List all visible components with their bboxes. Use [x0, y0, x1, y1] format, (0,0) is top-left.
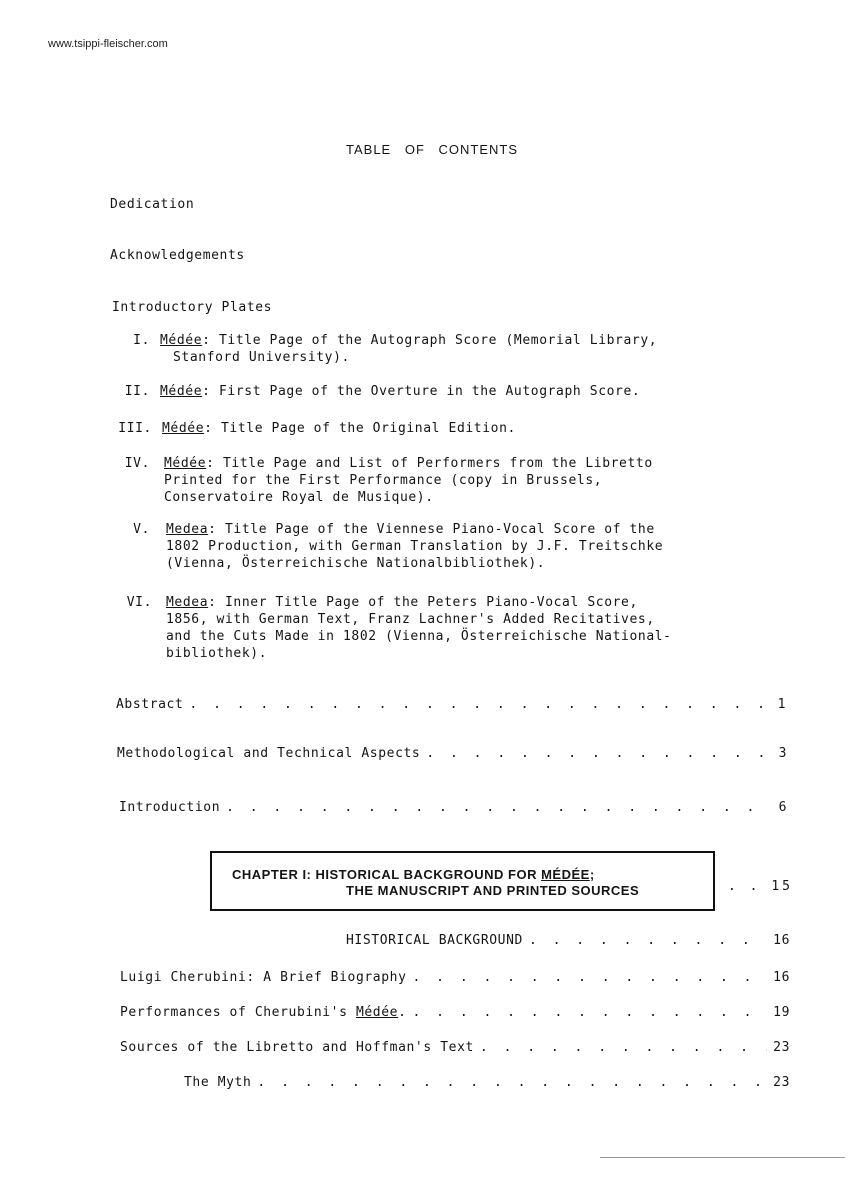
- page-title: TABLE OF CONTENTS: [346, 142, 518, 157]
- dot-leader: [257, 1075, 767, 1090]
- plate-number: V.: [133, 522, 150, 537]
- toc-page-number: 16: [773, 933, 790, 948]
- toc-label: Introduction: [119, 800, 221, 815]
- toc-label: HISTORICAL BACKGROUND: [346, 933, 523, 948]
- plate-text: Médée: Title Page of the Original Edition.: [162, 421, 516, 436]
- source-url: www.tsippi-fleischer.com: [48, 38, 168, 50]
- chapter-page-number: . . 15: [728, 879, 793, 894]
- plate-number: III.: [118, 421, 152, 436]
- plate-number: IV.: [124, 456, 150, 471]
- plate-text: Medea: Title Page of the Viennese Piano-Vocal Score of the: [166, 522, 655, 537]
- toc-label: Luigi Cherubini: A Brief Biography: [120, 970, 407, 985]
- plate-text: Médée: First Page of the Overture in the Autograph Score.: [160, 384, 641, 399]
- plate-text: bibliothek).: [166, 646, 268, 661]
- chapter-title-line: CHAPTER I: HISTORICAL BACKGROUND FOR MÉDÉE;: [232, 867, 595, 882]
- toc-page-number: 23: [773, 1075, 790, 1090]
- dot-leader: [413, 970, 768, 985]
- plate-text: 1802 Production, with German Translation by J.F. Treitschke: [166, 539, 664, 554]
- toc-entry-sources-libretto: [120, 1040, 790, 1055]
- toc-page-number: 3: [778, 746, 787, 761]
- plate-number: VI.: [126, 595, 152, 610]
- toc-entry-cherubini-biography: [120, 970, 790, 985]
- plate-text: Stanford University).: [173, 350, 350, 365]
- scan-edge-line: [600, 1157, 845, 1158]
- plate-number: II.: [124, 384, 150, 399]
- toc-entry-methodological: [117, 746, 787, 761]
- plate-text: Conservatoire Royal de Musique).: [164, 490, 434, 505]
- dot-leader: [426, 746, 765, 761]
- toc-label: The Myth: [184, 1075, 252, 1090]
- toc-page-number: 1: [777, 697, 786, 712]
- toc-entry-performances: [120, 1005, 790, 1020]
- introductory-plates-heading: Introductory Plates: [112, 300, 273, 315]
- dot-leader: [413, 1005, 768, 1020]
- plate-text: Médée: Title Page of the Autograph Score (Memorial Library,: [160, 333, 658, 348]
- acknowledgements-entry: Acknowledgements: [110, 248, 245, 263]
- toc-page-number: 16: [773, 970, 790, 985]
- toc-label: Abstract: [116, 697, 184, 712]
- toc-label: Methodological and Technical Aspects: [117, 746, 421, 761]
- toc-page-number: 6: [778, 800, 787, 815]
- toc-entry-abstract: [116, 697, 786, 712]
- toc-entry-introduction: [119, 800, 787, 815]
- dot-leader: [529, 933, 767, 948]
- plate-text: Medea: Inner Title Page of the Peters Piano-Vocal Score,: [166, 595, 638, 610]
- plate-text: and the Cuts Made in 1802 (Vienna, Österreichische National-: [166, 629, 672, 644]
- dedication-entry: Dedication: [110, 197, 195, 212]
- toc-page-number: 23: [773, 1040, 790, 1055]
- plate-text: Printed for the First Performance (copy in Brussels,: [164, 473, 603, 488]
- toc-label: Performances of Cherubini's Médée.: [120, 1005, 407, 1020]
- dot-leader: [480, 1040, 767, 1055]
- dot-leader: [226, 800, 765, 815]
- chapter-subtitle-line: THE MANUSCRIPT AND PRINTED SOURCES: [346, 883, 640, 898]
- plate-number: I.: [133, 333, 150, 348]
- toc-entry-the-myth: [184, 1075, 790, 1090]
- plate-text: (Vienna, Österreichische Nationalbibliothek).: [166, 556, 546, 571]
- toc-entry-historical-background: [346, 933, 790, 948]
- dot-leader: [189, 697, 764, 712]
- dot-leader: . .: [728, 879, 761, 894]
- plate-text: Médée: Title Page and List of Performers from the Libretto: [164, 456, 653, 471]
- toc-label: Sources of the Libretto and Hoffman's Text: [120, 1040, 474, 1055]
- plate-text: 1856, with German Text, Franz Lachner's Added Recitatives,: [166, 612, 655, 627]
- chapter-heading-box: [210, 851, 715, 911]
- toc-page-number: 19: [773, 1005, 790, 1020]
